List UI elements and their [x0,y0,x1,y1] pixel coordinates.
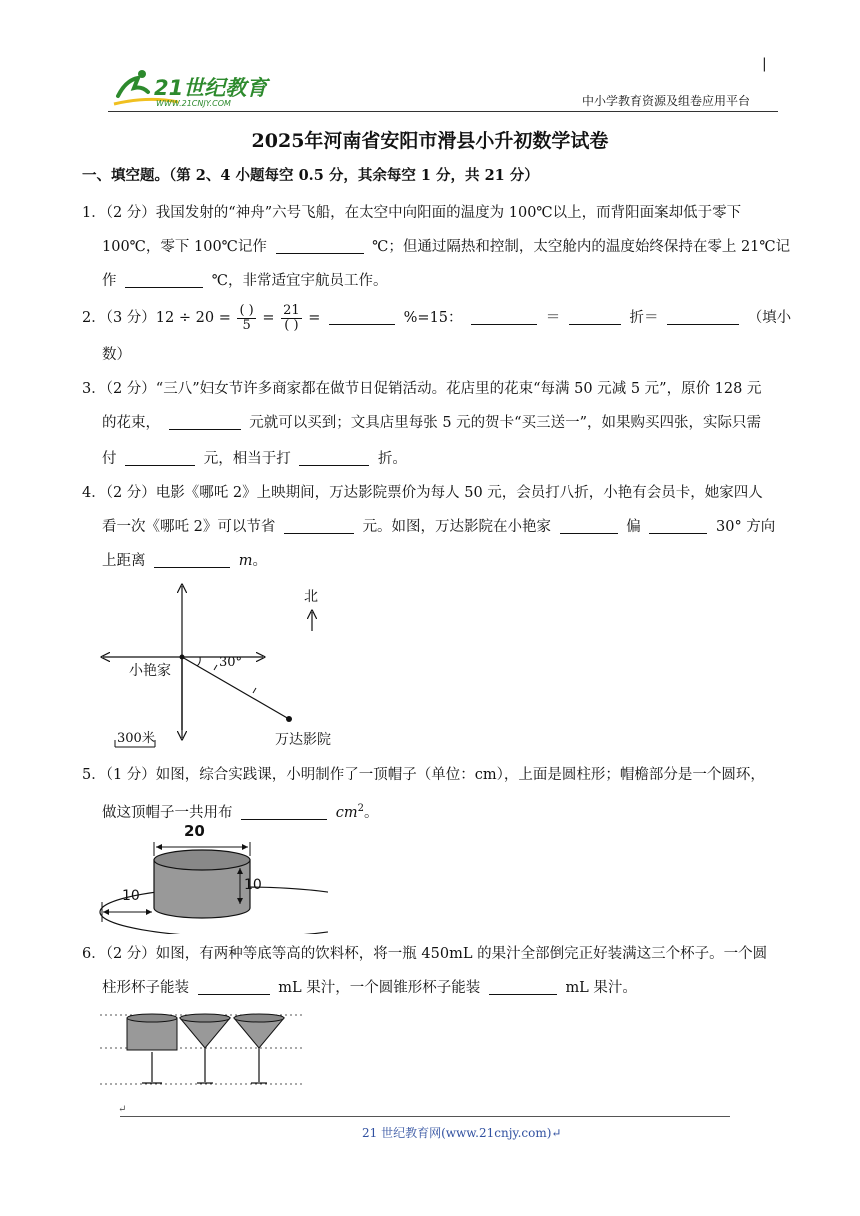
q3-line3 [102,443,407,475]
dimension-height: 10 [244,877,262,893]
q3-text-a: 的花束， [102,415,160,431]
q5-unit: cm [335,804,358,821]
q3-answer-blank-2[interactable] [125,447,195,466]
header-divider [108,111,778,112]
corner-mark: | [762,56,767,72]
q3-line2 [102,407,761,439]
q3-line1: 3．（2 分）“三八”妇女节许多商家都在做节日促销活动。花店里的花束“每满 50 元减 5 元”，原价 128 元 [82,381,762,397]
q3-text-e: 折。 [377,451,407,467]
q2-fraction-2 [281,304,302,333]
q4-line1: 4．（2 分）电影《哪吒 2》上映期间，万达影院票价为每人 50 元，会员打八折，小艳有会员卡，她家四人 [82,485,763,501]
q4-answer-blank-1[interactable] [284,515,354,534]
q5-text-a: 做这顶帽子一共用布 [102,804,233,821]
footer-mark: ↵ [118,1104,127,1115]
q2-text-f: （填小 [747,310,792,326]
q4-line3 [102,545,267,577]
fraction-1-numerator[interactable]: ( ) [239,302,254,318]
cinema-label: 万达影院 [275,732,331,748]
north-label: 北 [304,589,318,605]
q4-text-b: 元。如图，万达影院在小艳家 [362,519,552,535]
q2-answer-blank-4[interactable] [667,306,739,325]
logo-url: WWW.21CNJY.COM [156,99,231,108]
q2-answer-blank-3[interactable] [569,306,621,325]
q3-answer-blank-3[interactable] [299,447,369,466]
q1-answer-blank-1[interactable] [276,235,364,254]
q4-answer-blank-3[interactable] [649,515,707,534]
q2-text-c: %=15： [403,310,463,326]
q4-text-c: 偏 [626,519,641,535]
footer-text: 21 世纪教育网(www.21cnjy.com)↵ [362,1126,562,1140]
dimension-brim: 10 [122,888,140,904]
q4-unit: m [238,553,253,569]
q2-text-d: ＝ [545,310,561,326]
footer-divider [120,1116,730,1117]
q4-text-a: 看一次《哪吒 2》可以节省 [102,519,276,535]
q1-text-c: 作 [102,273,117,289]
angle-label: 30° [219,655,243,670]
q6-text-a: 柱形杯子能装 [102,980,189,996]
section-heading: 一、填空题。（第 2、4 小题每空 0.5 分，其余每空 1 分，共 21 分） [82,167,539,184]
q2-text-b: = [308,310,321,326]
scale-label: 300米 [117,731,155,746]
home-point [180,655,185,660]
q2-line2: 数） [102,347,131,363]
q1-text-d: ℃，非常适宜宇航员工作。 [211,273,388,289]
q1-line3 [102,265,387,297]
q2-text-a: 2．（3 分）12 ÷ 20 = [82,310,231,326]
q4-text-d: 30° 方向 [716,519,776,535]
q4-text-e: 上距离 [102,553,146,569]
q5-answer-blank-1[interactable] [241,801,327,820]
q6-answer-blank-1[interactable] [198,976,270,995]
hat-diagram [96,822,328,934]
logo-text: 21世纪教育 [154,76,268,100]
q4-answer-blank-4[interactable] [154,549,230,568]
q3-text-b: 元就可以买到；文具店里每张 5 元的贺卡“买三送一”，如果购买四张，实际只需 [249,415,761,431]
q2-equals: = [262,310,275,326]
q1-answer-blank-2[interactable] [125,269,203,288]
q3-text-c: 付 [102,451,117,467]
cinema-point [286,716,292,722]
q6-answer-blank-2[interactable] [489,976,557,995]
q6-line1: 6．（2 分）如图，有两种等底等高的饮料杯，将一瓶 450mL 的果汁全部倒完正好装满这三个杯子。一个圆 [82,946,768,962]
platform-name: 中小学教育资源及组卷应用平台 [582,94,751,108]
q1-line1: 1．（2 分）我国发射的“神舟”六号飞船，在太空中向阳面的温度为 100℃以上，而背阳面案却低于零下 [82,205,742,221]
cylinder-cup [127,1014,177,1083]
q2-fraction-1 [237,304,255,333]
angle-arc [197,657,200,666]
home-label: 小艳家 [129,663,171,679]
q4-line2 [102,511,775,543]
q5-line1: 5．（1 分）如图，综合实践课，小明制作了一顶帽子（单位：cm），上面是圆柱形；帽檐部分是一个圆环， [82,767,765,783]
q5-text-c: 。 [363,804,379,821]
q3-answer-blank-1[interactable] [169,411,241,430]
q3-text-d: 元，相当于打 [203,451,291,467]
q2-answer-blank-1[interactable] [329,306,395,325]
cups-diagram [100,1008,310,1088]
q1-text-a: 100℃，零下 100℃记作 [102,239,267,255]
q1-text-b: ℃；但通过隔热和控制，太空舱内的温度始终保持在零上 21℃记 [372,239,791,255]
q4-text-f: 。 [252,553,267,569]
dimension-top: 20 [184,822,205,840]
q5-unit-exponent: 2 [357,803,364,814]
cone-cup-1 [180,1014,230,1083]
q6-text-b: mL 果汁，一个圆锥形杯子能装 [278,980,481,996]
fraction-2-numerator: 21 [283,302,300,318]
q6-text-c: mL 果汁。 [565,980,637,996]
logo [108,66,278,110]
fraction-2-denominator[interactable]: ( ) [284,317,299,333]
q4-answer-blank-2[interactable] [560,515,618,534]
fraction-1-denominator: 5 [242,317,251,333]
q6-line2 [102,972,637,1004]
q2-answer-blank-2[interactable] [471,306,537,325]
page-title: 2025年河南省安阳市滑县小升初数学试卷 [251,130,609,152]
q1-line2 [102,231,790,263]
q2-text-e: 折＝ [629,310,659,326]
q2-line1 [82,302,791,334]
